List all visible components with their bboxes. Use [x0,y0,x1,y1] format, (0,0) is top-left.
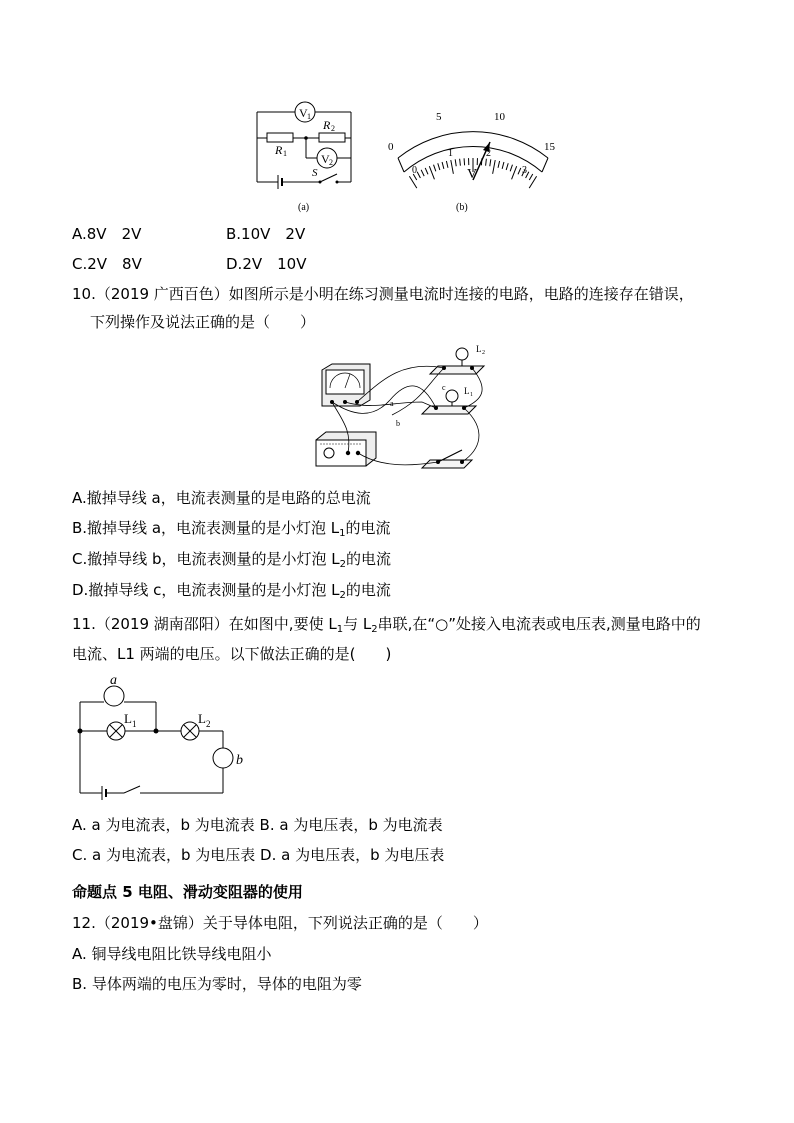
q9-figure-a [245,100,365,215]
q11-stem-line-1: 11.（2019 湖南邵阳）在如图中,要使 $L_1$与 $L_2$串联,在“○”处接入电流表或电压表,测量电路中的 [72,615,701,635]
dial-tick [417,172,420,178]
section-5-title: 命题点 5 电阻、滑动变阻器的使用 [72,883,303,901]
wire-c-label: c [442,383,446,392]
dial-tick [506,163,508,170]
power-supply [316,432,376,466]
dial-tick [455,159,456,166]
fig-b-caption: (b) [456,202,468,213]
dial-tick [512,166,517,179]
switch-label: S [312,167,318,179]
wire-a-label: a [390,399,394,408]
svg-text:15: 15 [544,141,555,153]
q11-options-row-2: C. a 为电流表，b 为电压表 D. a 为电压表，b 为电压表 [72,846,445,864]
wire-b-label: b [396,419,400,428]
dial-tick [421,170,424,176]
dial-tick [442,162,444,169]
voltmeter-unit: V [467,167,478,182]
dial-tick [493,160,496,174]
q10-figure-circuit-photo [312,340,492,470]
dial-tick [518,168,521,174]
meter-b-label: b [236,753,243,768]
q12-option-b: B. 导体两端的电压为零时，导体的电阻为零 [72,975,362,993]
q12-stem: 12.（2019•盘锦）关于导体电阻，下列说法正确的是（ ） [72,914,488,932]
svg-text:1: 1 [470,392,473,398]
q10-option-c: C.撤掉导线 b，电流表测量的是小灯泡 $L_2$的电流 [72,550,392,570]
q9-option-a: A.8V 2V [72,225,142,243]
v2-label: V [321,152,330,166]
q11-options-row-1: A. a 为电流表，b 为电流表 B. a 为电压表，b 为电流表 [72,816,443,834]
svg-text:5: 5 [436,111,442,123]
q12-option-a: A. 铜导线电阻比铁导线电阻小 [72,945,272,963]
svg-text:2: 2 [486,148,491,159]
dial-tick [498,161,500,168]
q11-figure-circuit [70,672,250,807]
q10-option-b: B.撤掉导线 a，电流表测量的是小灯泡 $L_1$的电流 [72,519,391,539]
svg-text:0: 0 [388,141,394,153]
r1-label: R [275,143,283,157]
dial-tick [502,162,504,169]
q9-option-b: B.10V 2V [226,225,306,243]
dial-tick [451,160,454,174]
svg-text:1: 1 [448,148,453,159]
q11-stem-line-2: 电流、L1 两端的电压。以下做法正确的是( ) [72,645,392,663]
dial-tick [429,166,434,179]
dial-tick [464,158,465,165]
dial-tick [529,174,532,180]
ammeter [322,364,370,406]
q10-stem-line-2: 下列操作及说法正确的是（ ） [90,313,316,331]
q9-figure-b-voltmeter-dial [380,100,570,215]
q9-options-row-1 [72,224,305,244]
lamp-l2-label: L [198,711,206,726]
svg-text:2: 2 [482,350,485,356]
svg-text:L: L [476,344,482,354]
r2-label: R [323,118,331,132]
q9-option-d: D.2V 10V [226,255,307,273]
svg-text:2: 2 [329,158,333,167]
dial-tick [490,159,491,166]
svg-text:1: 1 [132,719,137,729]
dial-tick [486,159,487,166]
q9-option-c: C.2V 8V [72,255,142,273]
dial-tick [438,163,440,170]
fig-a-caption: (a) [298,202,310,213]
svg-text:1: 1 [307,112,311,121]
svg-text:10: 10 [494,111,505,123]
q10-option-d: D.撤掉导线 c，电流表测量的是小灯泡 $L_2$的电流 [72,581,391,601]
dial-tick [425,168,428,174]
dial-tick [446,161,448,168]
dial-tick [510,165,512,172]
meter-a-label: a [110,673,117,688]
q9-options-row-2 [72,254,306,274]
q10-option-a: A.撤掉导线 a，电流表测量的是电路的总电流 [72,489,371,507]
switch [422,450,472,468]
svg-text:3: 3 [522,165,527,176]
svg-text:0: 0 [412,165,417,176]
dial-tick [434,165,436,172]
v1-label: V [299,106,308,120]
dial-tick [460,159,461,166]
lamp-l1-label: L [124,711,132,726]
svg-text:2: 2 [331,124,335,133]
svg-text:1: 1 [283,149,287,158]
svg-text:L: L [464,386,470,396]
svg-text:2: 2 [206,719,211,729]
q10-stem-line-1: 10.（2019 广西百色）如图所示是小明在练习测量电流时连接的电路，电路的连接存在错误， [72,285,694,303]
